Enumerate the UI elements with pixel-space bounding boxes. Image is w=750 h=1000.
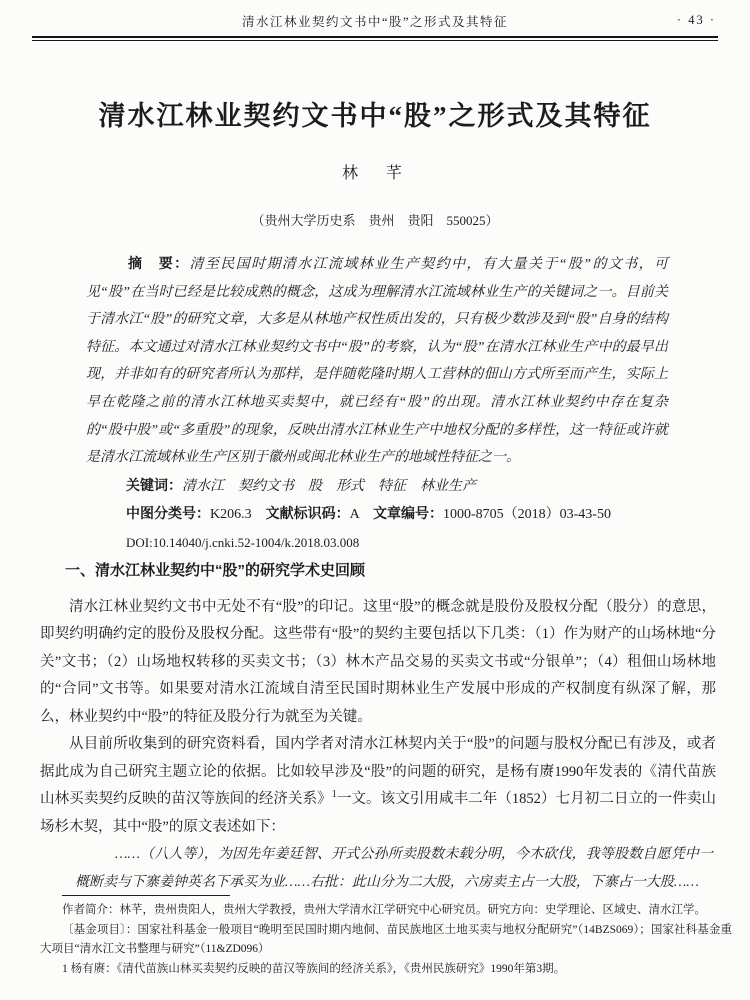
doc-code-label: 文献标识码： (265, 505, 350, 522)
article-id-value: 1000-8705（2018）03-43-50 (442, 507, 611, 523)
block-quote: ……（八人等），为因先年姜廷智、开式公孙所卖股数未载分明，今木砍伐，我等股数自愿凭中一概断卖与下寨姜钟英名下承买为业……右批：此山分为二大股，六房卖主占一大股，下寨占一大股…… (75, 847, 713, 890)
abstract-label: 摘 要： (128, 255, 190, 271)
paragraph-2-text: 从目前所收集到的研究资料看，国内学者对清水江林契内关于“股”的问题与股权分配已有涉及，或者据此成为自己研究主题立论的依据。比如较早涉及“股”的问题的研究，是杨有赓1990年发表的《清代苗族山林买卖契约反映的苗汉等族间的经济关系》 (40, 736, 716, 807)
doi-line: DOI:10.14040/j.cnki.52-1004/k.2018.03.008 (126, 534, 360, 550)
paragraph-2-text-cont: 一文。该文引用咸丰二年（1852）七月初二日立的一件卖山场杉木契，其中“股”的原文表述如下： (40, 791, 717, 835)
footnote-reference-1: 1 杨有赓：《清代苗族山林买卖契约反映的苗汉等族间的经济关系》，《贵州民族研究》1990年第3期。 (62, 962, 566, 975)
clc-value: K206.3 (210, 507, 252, 523)
running-header (32, 12, 718, 32)
section-1 (40, 557, 716, 896)
keywords-label: 关键词： (126, 476, 182, 493)
paragraph-2 (40, 731, 716, 841)
section-1-heading: 一、清水江林业契约中“股”的研究学术史回顾 (65, 562, 366, 579)
footnote-fund-project: 〔基金项目〕：国家社科基金一般项目“晚明至民国时期内地侗、苗民族地区土地买卖与地权分配研究”（14BZS069）；国家社科基金重大项目“清水江文书整理与研究”（11&ZD096） (40, 923, 732, 955)
article-author: 林 芊 (341, 165, 408, 182)
clc-label: 中图分类号： (126, 505, 210, 522)
abstract-text: 清至民国时期清水江流域林业生产契约中，有大量关于“股”的文书，可见“股”在当时已经是比较成熟的概念，这成为理解清水江流域林业生产的关键词之一。目前关于清水江“股”的研究文章，大多是从林地产权性质出发的，只有极少数涉及到“股”自身的结构特征。本文通过对清水江林业契约文书中“股”的考察，认为“股”在清水江林业生产中的最早出现，并非如有的研究者所认为那样，是伴随乾隆时期人工营林的佃山方式所至而产生，实际上早在乾隆之前的清水江林地买卖契中，就已经有“股”的出现。清水江林业契约中存在复杂的“股中股”或“多重股”的现象，反映出清水江林业生产中地权分配的多样性，这一特征或许就是清水江流域林业生产区别于徽州或闽北林业生产的地域性特征之一。 (86, 257, 669, 466)
front-matter (86, 250, 668, 557)
doc-code-value: A (349, 507, 359, 523)
keywords-line (86, 472, 668, 501)
keywords-values: 清水江 契约文书 股 形式 特征 林业生产 (182, 478, 476, 494)
footnote-marker-1: 1 (331, 789, 337, 801)
classification-line (86, 500, 668, 529)
header-rule (32, 36, 718, 41)
abstract (86, 250, 668, 472)
footnote-rule (62, 895, 230, 896)
running-header-title: 清水江林业契约文书中“股”之形式及其特征 (241, 15, 509, 29)
page-number: · 43 · (676, 13, 716, 27)
footnotes (40, 895, 732, 979)
footnote-author-bio: 作者简介：林芊，贵州贵阳人，贵州大学教授，贵州大学清水江学研究中心研究员。研究方向：史学理论、区域史、清水江学。 (62, 904, 706, 916)
article-id-label: 文章编号： (372, 505, 443, 522)
paragraph-1: 清水江林业契约文书中无处不有“股”的印记。这里“股”的概念就是股份及股权分配（股分）的意思，即契约明确约定的股份及股权分配。这些带有“股”的契约主要包括以下几类：（1）作为财产的山场林地“分关”文书；（2）山场地权转移的买卖文书；（3）林木产品交易的买卖文书或“分银单”；（4）租佃山场林地的“合同”文书等。如果要对清水江流域自清至民国时期林业生产发展中形成的产权制度有纵深了解，那么，林业契约中“股”的特征及股分行为就至为关键。 (40, 598, 716, 725)
article-affiliation: （贵州大学历史系 贵州 贵阳 550025） (251, 213, 499, 228)
article-title: 清水江林业契约文书中“股”之形式及其特征 (98, 101, 652, 131)
